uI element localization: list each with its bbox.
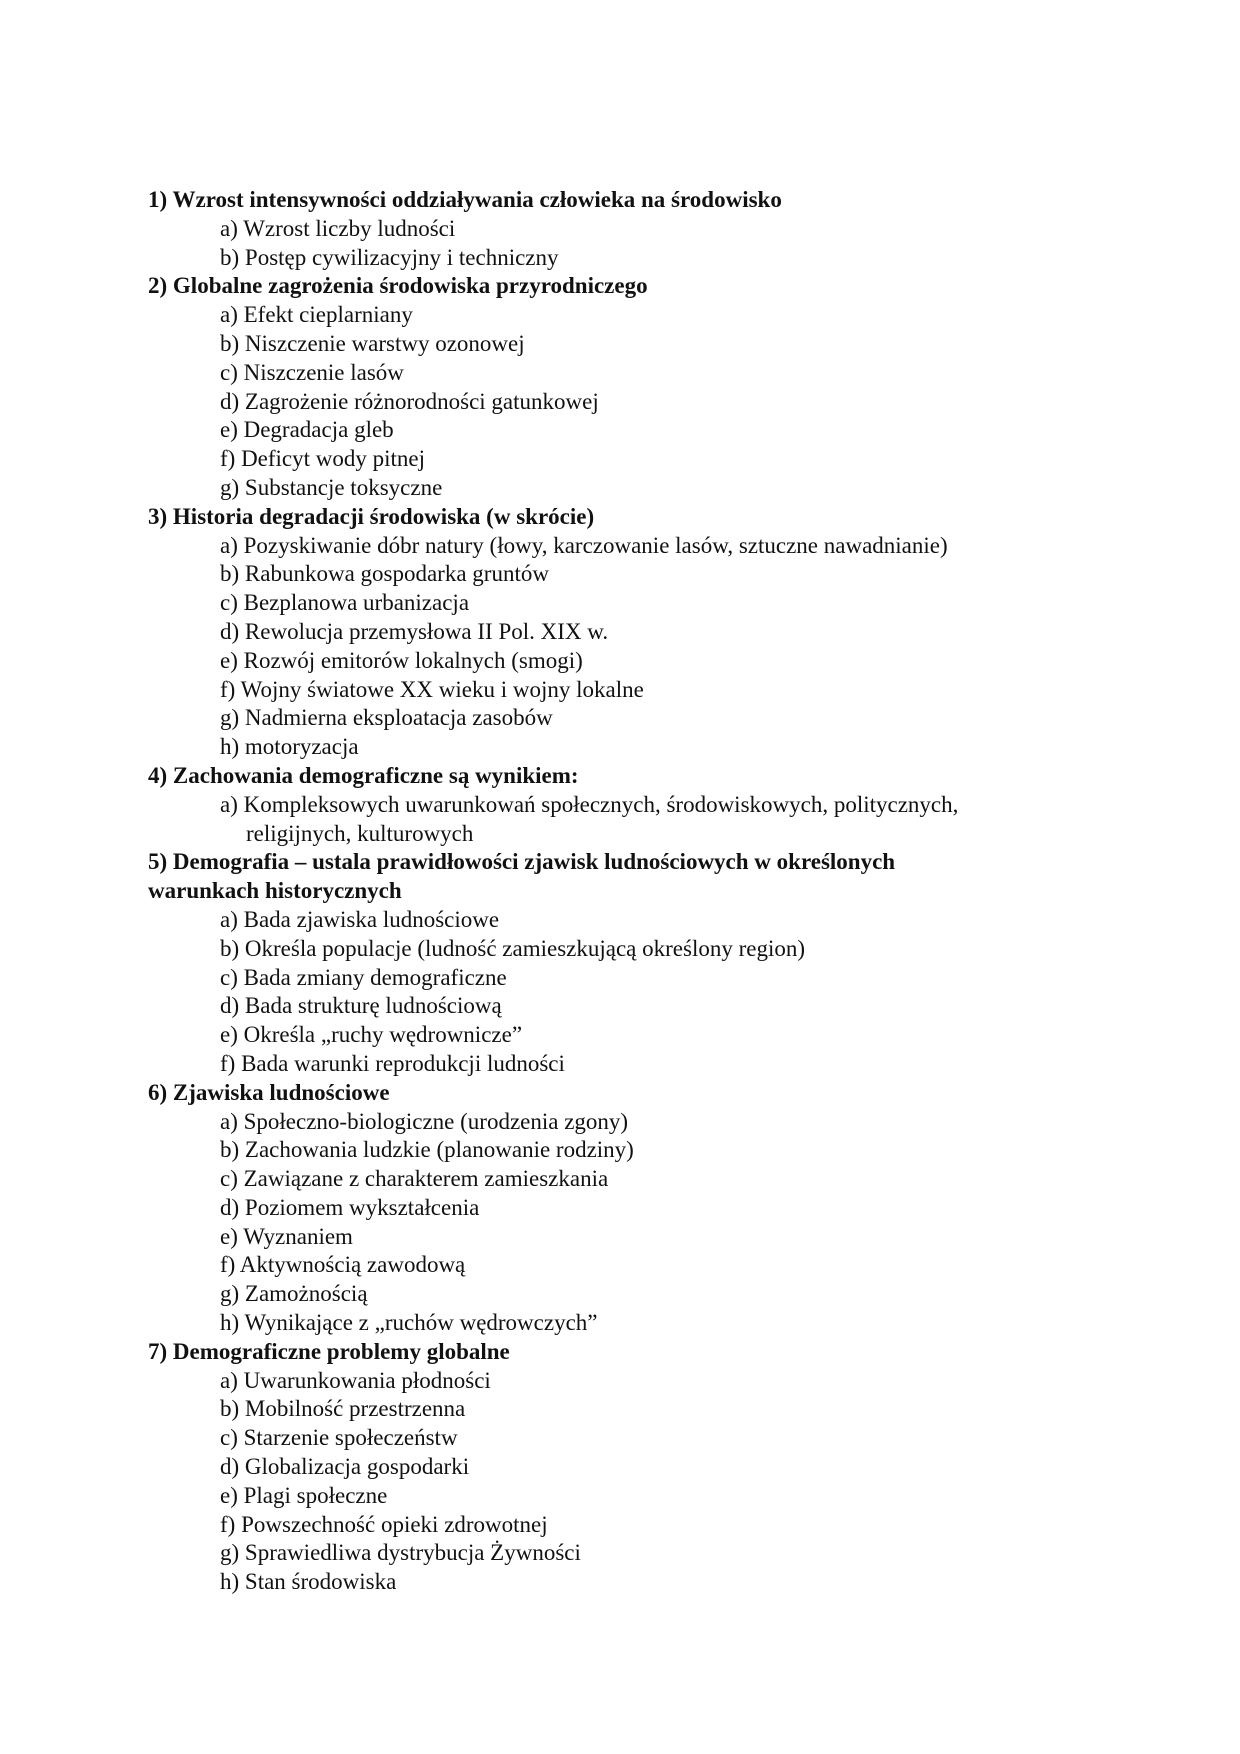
list-item: c) Starzenie społeczeństw <box>220 1425 458 1451</box>
list-item: c) Zawiązane z charakterem zamieszkania <box>220 1166 609 1192</box>
list-item: g) Sprawiedliwa dystrybucja Żywności <box>220 1540 581 1566</box>
list-item: d) Poziomem wykształcenia <box>220 1194 480 1220</box>
list-item: f) Deficyt wody pitnej <box>220 446 426 472</box>
list-item: b) Niszczenie warstwy ozonowej <box>220 330 525 356</box>
list-item: a) Uwarunkowania płodności <box>220 1367 491 1393</box>
section-heading-continuation: warunkach historycznych <box>148 878 402 904</box>
section-heading: 3) Historia degradacji środowiska (w skrócie) <box>148 503 595 529</box>
list-item: g) Zamożnością <box>220 1281 368 1307</box>
list-item: h) motoryzacja <box>220 734 359 760</box>
list-item: d) Zagrożenie różnorodności gatunkowej <box>220 388 599 414</box>
section-heading: 1) Wzrost intensywności oddziaływania człowieka na środowisko <box>148 187 782 212</box>
section-heading: 5) Demografia – ustala prawidłowości zjawisk ludnościowych w określonych <box>148 849 896 875</box>
section-heading: 4) Zachowania demograficzne są wynikiem: <box>148 762 579 788</box>
list-item: a) Pozyskiwanie dóbr natury (łowy, karczowanie lasów, sztuczne nawadnianie) <box>220 532 948 558</box>
list-item: a) Wzrost liczby ludności <box>220 215 456 241</box>
list-item: b) Zachowania ludzkie (planowanie rodziny) <box>220 1137 634 1163</box>
list-item: b) Określa populacje (ludność zamieszkującą określony region) <box>220 935 806 961</box>
list-item: a) Bada zjawiska ludnościowe <box>220 906 500 932</box>
list-item: d) Globalizacja gospodarki <box>220 1454 470 1480</box>
list-item: e) Degradacja gleb <box>220 417 394 443</box>
list-item: f) Aktywnością zawodową <box>220 1252 466 1278</box>
list-item: e) Rozwój emitorów lokalnych (smogi) <box>220 647 583 673</box>
list-item: a) Efekt cieplarniany <box>220 302 413 328</box>
list-item-continuation: religijnych, kulturowych <box>246 820 474 846</box>
document-body <box>148 186 1048 1597</box>
list-item: h) Wynikające z „ruchów wędrowczych” <box>220 1310 598 1336</box>
list-item: d) Rewolucja przemysłowa II Pol. XIX w. <box>220 618 609 644</box>
section-heading: 7) Demograficzne problemy globalne <box>148 1338 510 1364</box>
list-item: b) Mobilność przestrzenna <box>220 1396 466 1422</box>
list-item: d) Bada strukturę ludnościową <box>220 993 502 1019</box>
list-item: c) Niszczenie lasów <box>220 359 404 385</box>
section-heading: 2) Globalne zagrożenia środowiska przyrodniczego <box>148 273 648 299</box>
list-item: a) Kompleksowych uwarunkowań społecznych, środowiskowych, politycznych, <box>220 791 959 817</box>
list-item: b) Postęp cywilizacyjny i techniczny <box>220 244 559 270</box>
list-item: b) Rabunkowa gospodarka gruntów <box>220 561 549 587</box>
list-item: e) Plagi społeczne <box>220 1482 388 1508</box>
list-item: c) Bezplanowa urbanizacja <box>220 590 470 616</box>
list-item: h) Stan środowiska <box>220 1569 397 1595</box>
list-item: f) Wojny światowe XX wieku i wojny lokalne <box>220 676 644 702</box>
list-item: c) Bada zmiany demograficzne <box>220 964 507 990</box>
section-heading: 6) Zjawiska ludnościowe <box>148 1079 390 1105</box>
list-item: a) Społeczno-biologiczne (urodzenia zgony) <box>220 1108 629 1134</box>
list-item: g) Nadmierna eksploatacja zasobów <box>220 705 553 731</box>
list-item: e) Wyznaniem <box>220 1223 353 1249</box>
list-item: g) Substancje toksyczne <box>220 474 443 500</box>
list-item: f) Powszechność opieki zdrowotnej <box>220 1511 548 1537</box>
list-item: f) Bada warunki reprodukcji ludności <box>220 1050 565 1076</box>
list-item: e) Określa „ruchy wędrownicze” <box>220 1022 523 1048</box>
